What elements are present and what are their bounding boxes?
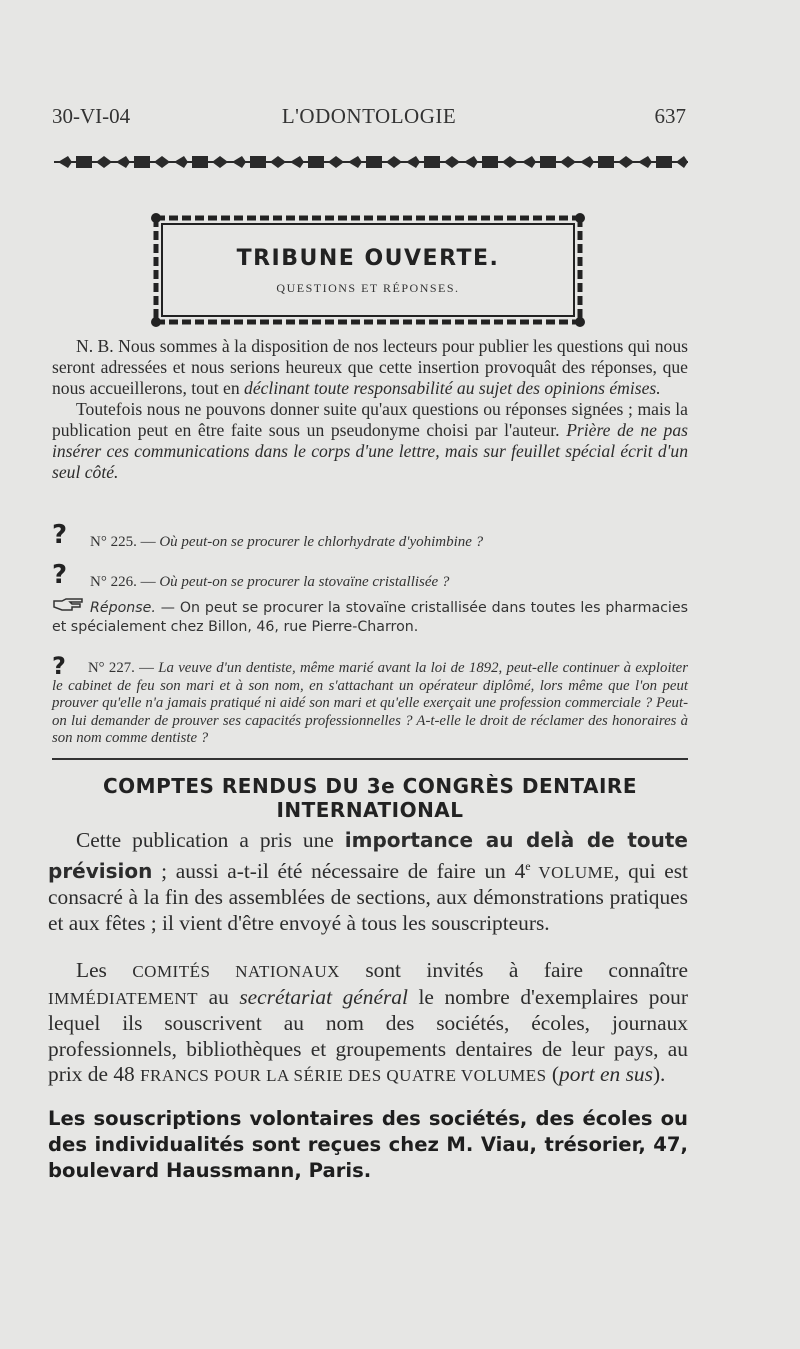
text: , qui est consacré à la fin des assemblées de sections, aux démonstrations pratiques et aux fêtes ; il vient d'être envoyé à tous les souscripteurs.	[48, 858, 688, 935]
response-text: — On peut se procurer la stovaïne cristallisée dans toutes les pharmacies et spécialement chez Billon, 46, rue Pierre-Charron.	[52, 600, 688, 635]
question-body: La veuve d'un dentiste, même marié avant la loi de 1892, peut-elle continuer à exploiter le cabinet de feu son mari et à son nom, en s'attachant un opérateur diplômé, lors même que l'on peut prouver qu'elle n'a jamais pratiqué ni aidé son mari et qu'elle exerçait une profession commerciale ? Peut-on lui demander de prouver ses capacités professionnelles ? A-t-elle le droit de réclamer des honoraires à son nom comme dentiste ?	[52, 660, 688, 747]
section-divider	[52, 758, 688, 760]
small-caps-text: IMMÉDIATEMENT	[48, 988, 199, 1008]
bold-text: importance au delà de toute prévision	[48, 828, 688, 883]
superscript: e	[525, 858, 531, 873]
text: (	[546, 1062, 560, 1086]
question-mark-icon: ?	[52, 520, 68, 550]
small-caps-text: COMITÉS NATIONAUX	[132, 962, 340, 981]
page-number: 637	[654, 104, 686, 128]
question-227	[52, 652, 688, 748]
question-mark-icon: ?	[52, 560, 68, 590]
text: ).	[652, 1062, 666, 1086]
note-text: N. B. Nous sommes à la disposition de nos lecteurs pour publier les questions qui nous seront adressées et nous serions heureux que cette insertion provoquât des réponses, que nous accueillerons, tout en	[52, 336, 688, 398]
question-number: N° 227. —	[88, 660, 154, 676]
small-caps-text: FRANCS POUR LA SÉRIE DES QUATRE VOLUMES	[140, 1066, 547, 1085]
question-mark-icon: ?	[52, 652, 66, 680]
note-paragraph-2	[52, 399, 688, 483]
note-italic: déclinant toute responsabilité au sujet des opinions émises.	[244, 378, 661, 398]
section-title-line-1: COMPTES RENDUS DU 3e CONGRÈS DENTAIRE	[102, 774, 637, 798]
question-number: N° 226. —	[90, 574, 156, 590]
running-header	[52, 104, 686, 134]
section-title	[52, 774, 688, 822]
editorial-note	[52, 336, 688, 483]
issue-date: 30-VI-04	[52, 104, 131, 128]
question-text	[52, 652, 688, 748]
section-title-line-2: INTERNATIONAL	[276, 798, 464, 822]
question-text: Où peut-on se procurer la stovaïne cristallisée ?	[159, 574, 450, 590]
text: le nombre d'exemplaires pour lequel ils souscrivent au nom des sociétés, écoles, journaux professionnels, bibliothèques et groupements dentaires de leur pays, au prix de 48	[48, 984, 688, 1086]
note-italic: Prière de ne pas insérer ces communications dans le corps d'une lettre, mais sur feuillet spécial écrit d'un seul côté.	[52, 420, 688, 482]
question-number: N° 225. —	[90, 534, 156, 550]
italic-text: secrétariat général	[239, 984, 408, 1009]
pointing-hand-icon	[52, 598, 90, 618]
tribune-title: TRIBUNE OUVERTE.	[236, 246, 500, 271]
question-text: Où peut-on se procurer le chlorhydrate d'yohimbine ?	[159, 534, 484, 550]
response-label: Réponse.	[90, 600, 156, 616]
small-caps-text: VOLUME	[530, 862, 615, 882]
journal-title: L'ODONTOLOGIE	[281, 104, 457, 128]
text: Les	[76, 958, 133, 982]
tribune-subtitle: QUESTIONS ET RÉPONSES.	[276, 281, 460, 295]
response-226	[52, 598, 688, 637]
paragraph-publication	[48, 828, 688, 936]
italic-text: port en sus	[559, 1062, 653, 1086]
ornament-border	[54, 150, 688, 174]
paragraph-comites	[48, 958, 688, 1089]
text: sont invités à faire connaître	[339, 958, 689, 982]
note-paragraph-1	[52, 336, 688, 399]
text: ; aussi a-t-il été nécessaire de faire un 4	[152, 858, 526, 883]
text: Cette publication a pris une	[76, 828, 345, 852]
subscription-notice: Les souscriptions volontaires des sociétés, des écoles ou des individualités sont reçues chez M. Viau, trésorier, 47, boulevard Haussmann, Paris.	[48, 1107, 688, 1182]
text: au	[198, 984, 240, 1009]
note-text: Toutefois nous ne pouvons donner suite qu'aux questions ou réponses signées ; mais la publication peut en être faite sous un pseudonyme choisi par l'auteur.	[52, 399, 688, 440]
